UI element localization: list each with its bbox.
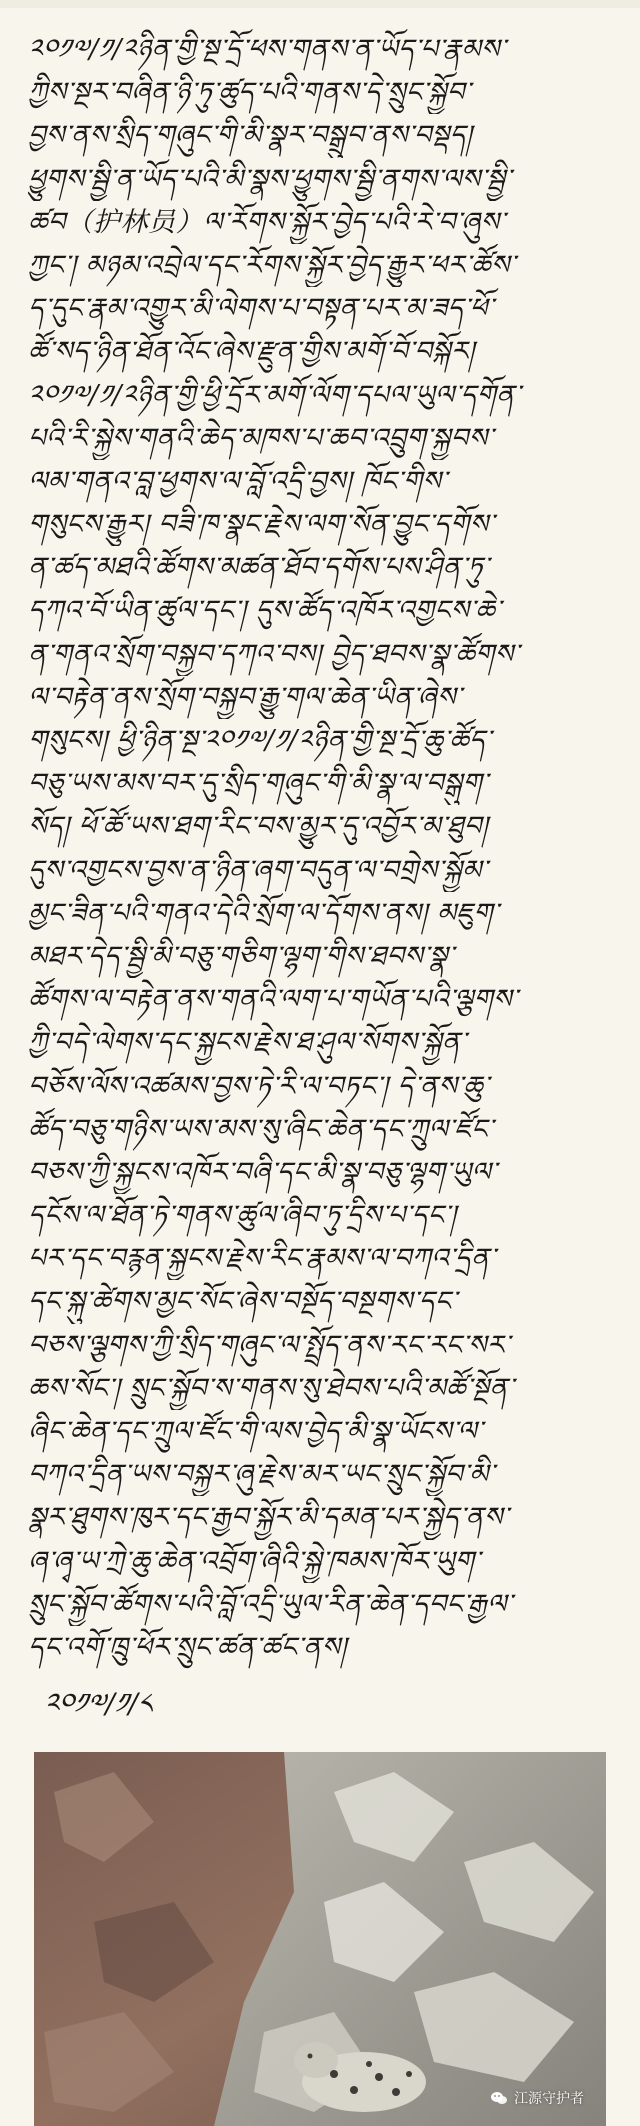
letter-line: སོད། ཕོ་ཚོ་ཡས་ཐག་རིང་བས་མྱུར་དུ་འབྱོར་མ་ཐུབ། xyxy=(28,811,489,843)
watermark-text: 江源守护者 xyxy=(514,2091,584,2107)
letter-line: སྲུང་སྐྱོབ་ཚོགས་པའི་བློ་འདྲི་ཡུལ་རིན་ཆེན་དབང་རྒྱལ་ xyxy=(28,1588,513,1620)
letter-line: བཅུ་ཡས་མས་བར་དུ་སྲིད་གཞུང་གི་མི་སྣ་ལ་བསྒུག་ xyxy=(28,768,489,800)
letter-line: བྱས་ནས་སྲིད་གཞུང་གི་མི་སྣར་བསྒྲུབ་ནས་བསྡད། xyxy=(28,120,473,152)
handwritten-letter xyxy=(28,28,618,1669)
letter-line: བཅས་ལྕགས་ཀྱི་སྲིད་གཞུང་ལ་སྤྲོད་ནས་རང་རང་སར་ xyxy=(28,1329,511,1361)
letter-line: ཚོད་བཅུ་གཉིས་ཡས་མས་སུ་ཞིང་ཆེན་དང་ཀྲུལ་ཛོང་ xyxy=(28,1113,494,1145)
letter-line: དུས་འགྱངས་བྱས་ན་ཉིན་ཞག་བདུན་ལ་བགྲེས་སྐྱོམ་ xyxy=(28,854,488,886)
letter-line: ལ་བརྟེན་ནས་སྲོག་བསྐྱབ་རྒྱུ་གལ་ཆེན་ཡིན་ཞེས་ xyxy=(28,681,462,713)
letter-line: ཞིང་ཆེན་དང་ཀྲུལ་ཛོང་གི་ལས་བྱེད་མི་སྣ་ཡོངས་ལ་ xyxy=(28,1416,483,1447)
letter-line: དངོས་ལ་ཐོན་ཏེ་གནས་ཚུལ་ཞིབ་ཏུ་དྲིས་པ་དང་། xyxy=(28,1200,457,1232)
letter-line: ཀྱང་། མཉམ་འབྲེལ་དང་རོགས་སྐྱོར་བྱེད་རྒྱུར་ཕར་ཚོས་ xyxy=(28,249,516,281)
letter-line: དཀའ་བོ་ཡིན་ཚུལ་དང་། དུས་ཚོད་འཁོར་འགྱངས་ཆེ་ xyxy=(28,595,502,627)
letter-line: ཆས་སོང་། སྲུང་སྐྱོབ་ས་གནས་སུ་ཐེབས་པའི་མཚོ་སྔོན་ xyxy=(28,1372,514,1404)
wechat-icon xyxy=(490,2089,508,2107)
letter-line: དང་སྐུ་ཚེགས་མྱང་སོང་ཞེས་བསྔོད་བསྔགས་དང་ xyxy=(28,1286,458,1318)
letter-line: སྣར་ཐུགས་ཁུར་དང་རྒྱབ་སྐྱོར་མི་དམན་པར་སྐྱེད་ནས་ xyxy=(28,1502,509,1534)
letter-line: ༢༠༡༧/༡/༢ཉིན་གྱི་ཕྱི་དྲོར་མགོ་ལོག་དཔལ་ཡུལ་དགོན་ xyxy=(28,379,521,411)
letter-line: གསུངས་རྒྱུར། བཟི་ཁ་སྣང་རྗེས་ལག་སོན་བྱུང་དགོས་ xyxy=(28,509,495,541)
letter-line: བཅོས་ལོས་འཚམས་བྱས་ཏེ་རི་ལ་བཏང་། དེ་ནས་ཆུ་ xyxy=(28,1070,489,1102)
letter-line: ལམ་གནའ་བླ་ཕྱགས་ལ་བློ་འདྲི་བྱས། ཁོང་གིས་ xyxy=(28,465,448,497)
top-strip xyxy=(0,0,640,8)
letter-line: ༢༠༡༧/༡/༢ཉིན་གྱི་སྔ་དྲོ་ཕས་གནས་ན་ཡོད་པ་རྣམས་ xyxy=(28,34,506,65)
letter-line: གསུངས། ཕྱི་ཉིན་སྔ་༢༠༡༧/༡/༢ཉིན་གྱི་སྔ་དྲོ་ཆུ་ཚོད་ xyxy=(28,725,492,756)
letter-line: ན་ཚད་མཐའི་ཚོགས་མཚན་ཐོབ་དགོས་པས་ཤིན་ཏུ་ xyxy=(28,552,490,584)
letter-line: ཀྱི་བདེ་ལེགས་དང་སྐྱངས་རྗེས་ཐ་ཤུལ་སོགས་སྐྱོན་ xyxy=(28,1027,467,1059)
letter-line: ཞ་ཞྭ་ཡ་ཀྲེ་ཆུ་ཆེན་འབྲོག་ཞིའི་སྐྱེ་ཁམས་ཁོར་ཡུག་ xyxy=(28,1545,481,1577)
letter-line: བཀའ་དྲིན་ཡས་བསྐྱར་ཞུ་རྗེས་མར་ཡང་སྲུང་སྐྱོབ་མི་ xyxy=(28,1459,495,1491)
letter-line: བཅས་ཀྱི་སྐྱངས་འཁོར་བཞི་དང་མི་སྣ་བཅུ་ལྷག་ཡུལ་ xyxy=(28,1156,497,1188)
letter-line: པའི་རི་སྐྱེས་གནའི་ཆེད་མཁས་པ་ཆབ་འབྲུག་སྐྱབས་ xyxy=(28,422,494,454)
letter-line: མྱང་ཟིན་པའི་གནའ་དེའི་སྲོག་ལ་དོགས་ནས། མཇུག་ xyxy=(28,897,499,929)
signature-date: ༢༠༡༧/༡/༨ xyxy=(44,1687,152,1720)
snow-leopard-photo xyxy=(34,1752,606,2126)
letter-line: ན་གནའ་སྲོག་བསྐྱབ་དཀའ་བས། བྱེད་ཐབས་སྣ་ཚོགས་ xyxy=(28,638,520,670)
letter-line: ཚོ་སད་ཉིན་ཐོན་འོང་ཞེས་རྫུན་གྱིས་མགོ་བོ་བསྐོར། xyxy=(28,336,475,368)
letter-line: མཐར་དེད་སྦྱི་མི་བཅུ་གཅིག་ལྷག་གིས་ཐབས་སྣ་ xyxy=(28,940,454,972)
letter-line: ཚོགས་ལ་བརྟེན་ནས་གནའི་ལག་པ་གཡོན་པའི་ལྕགས་ xyxy=(28,984,518,1016)
letter-line: པར་དང་བརྙན་སྐྱངས་རྗེས་རིང་རྣམས་ལ་བཀའ་དྲིན་ xyxy=(28,1243,496,1275)
letter-line: ཕྱུགས་སྦྱི་ན་ཡོད་པའི་མི་སྣས་ཕྱུགས་སྦྱི་ནགས་ལས་སྦྱི་ xyxy=(28,163,512,195)
letter-line: དང་འགོ་ཁྲུ་ཕོར་སྲུང་ཚན་ཚང་ནས། xyxy=(28,1631,347,1663)
letter-line: ད་དུང་རྣམ་འགྱུར་མི་ལེགས་པ་བསྟན་པར་མ་ཟད་ཕོ་ xyxy=(28,293,494,325)
photo-image xyxy=(34,1752,606,2126)
watermark xyxy=(490,2088,584,2108)
letter-line: ཚབ（护林员）ལ་རོགས་སྐྱོར་བྱེད་པའི་རེ་བ་ཞུས་ xyxy=(28,206,506,238)
letter-line: ཀྱིས་སྔར་བཞིན་ཉི་ཏུ་ཚུད་པའི་གནས་དེ་སྲུང་སྐྱོབ་ xyxy=(28,77,471,109)
